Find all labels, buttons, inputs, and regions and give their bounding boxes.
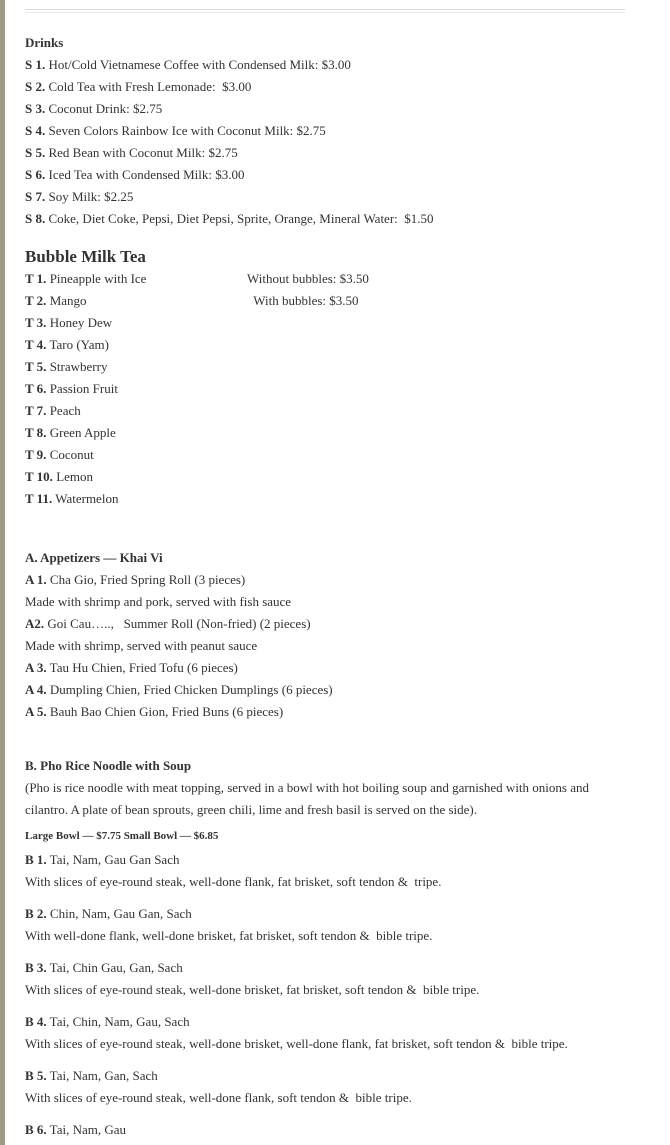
item-description: Made with shrimp, served with peanut sauce (25, 638, 258, 653)
list-item: S 5. Red Bean with Coconut Milk: $2.75 (25, 145, 238, 160)
list-item: B 5. Tai, Nam, Gan, Sach (25, 1068, 158, 1083)
list-item: S 1. Hot/Cold Vietnamese Coffee with Condensed Milk: $3.00 (25, 57, 351, 72)
item-description: With slices of eye-round steak, well-done flank, fat brisket, soft tendon & tripe. (25, 874, 442, 889)
left-border (0, 0, 5, 1145)
list-item: T 6. Passion Fruit (25, 381, 118, 396)
item-description: With slices of eye-round steak, well-done brisket, well-done flank, fat brisket, soft tendon & bible tripe. (25, 1036, 568, 1051)
list-item: T 9. Coconut (25, 447, 94, 462)
item-description: Made with shrimp and pork, served with fish sauce (25, 594, 292, 609)
list-item: A 5. Bauh Bao Chien Gion, Fried Buns (6 pieces) (25, 704, 284, 719)
bubble-tea-list (25, 268, 625, 510)
spacer (25, 723, 625, 755)
list-item: A 1. Cha Gio, Fried Spring Roll (3 pieces) (25, 572, 246, 587)
drinks-list (25, 54, 625, 230)
price-without-bubbles: Without bubbles: $3.50 (247, 271, 369, 286)
list-item: A 4. Dumpling Chien, Fried Chicken Dumplings (6 pieces) (25, 682, 333, 697)
list-item: T 1. Pineapple with Ice Without bubbles: $3.50 (25, 268, 625, 290)
bubble-tea-title: Bubble Milk Tea (25, 247, 146, 266)
list-item: T 5. Strawberry (25, 359, 108, 374)
item-description: With slices of eye-round steak, well-done flank, soft tendon & bible tripe. (25, 1090, 412, 1105)
bowl-prices: Large Bowl — $7.75 Small Bowl — $6.85 (25, 830, 219, 842)
list-item: T 10. Lemon (25, 469, 94, 484)
list-item: B 2. Chin, Nam, Gau Gan, Sach (25, 906, 192, 921)
item-description: With well-done flank, well-done brisket, fat brisket, soft tendon & bible tripe. (25, 928, 433, 943)
item-description: With slices of eye-round steak, well-done brisket, fat brisket, soft tendon & bible tripe. (25, 982, 480, 997)
menu-content (25, 32, 625, 1141)
list-item: A2. Goi Cau….., Summer Roll (Non-fried) (2 pieces) (25, 616, 311, 631)
list-item: B 1. Tai, Nam, Gau Gan Sach (25, 852, 180, 867)
list-item: S 7. Soy Milk: $2.25 (25, 189, 134, 204)
price-with-bubbles: With bubbles: $3.50 (247, 293, 359, 308)
spacer (25, 510, 625, 547)
list-item: T 7. Peach (25, 403, 81, 418)
appetizers-title: A. Appetizers — Khai Vi (25, 550, 163, 565)
list-item: T 2. Mango With bubbles: $3.50 (25, 290, 625, 312)
list-item: B 4. Tai, Chin, Nam, Gau, Sach (25, 1014, 190, 1029)
list-item: S 3. Coconut Drink: $2.75 (25, 101, 163, 116)
list-item: S 4. Seven Colors Rainbow Ice with Coconut Milk: $2.75 (25, 123, 326, 138)
list-item: S 2. Cold Tea with Fresh Lemonade: $3.00 (25, 79, 252, 94)
drinks-title: Drinks (25, 35, 64, 50)
list-item: T 4. Taro (Yam) (25, 337, 109, 352)
list-item: S 6. Iced Tea with Condensed Milk: $3.00 (25, 167, 245, 182)
pho-intro: (Pho is rice noodle with meat topping, served in a bowl with hot boiling soup and garnished with onions and cilantro. A plate of bean sprouts, green chili, lime and fresh basil is served on the side). (25, 780, 589, 817)
pho-title: B. Pho Rice Noodle with Soup (25, 758, 192, 773)
list-item: B 3. Tai, Chin Gau, Gan, Sach (25, 960, 183, 975)
top-divider (25, 9, 625, 11)
list-item: T 3. Honey Dew (25, 315, 113, 330)
list-item: T 8. Green Apple (25, 425, 116, 440)
list-item: T 11. Watermelon (25, 491, 119, 506)
list-item: B 6. Tai, Nam, Gau (25, 1122, 127, 1137)
list-item: S 8. Coke, Diet Coke, Pepsi, Diet Pepsi, Sprite, Orange, Mineral Water: $1.50 (25, 211, 434, 226)
top-divider-2 (25, 12, 625, 14)
list-item: A 3. Tau Hu Chien, Fried Tofu (6 pieces) (25, 660, 238, 675)
